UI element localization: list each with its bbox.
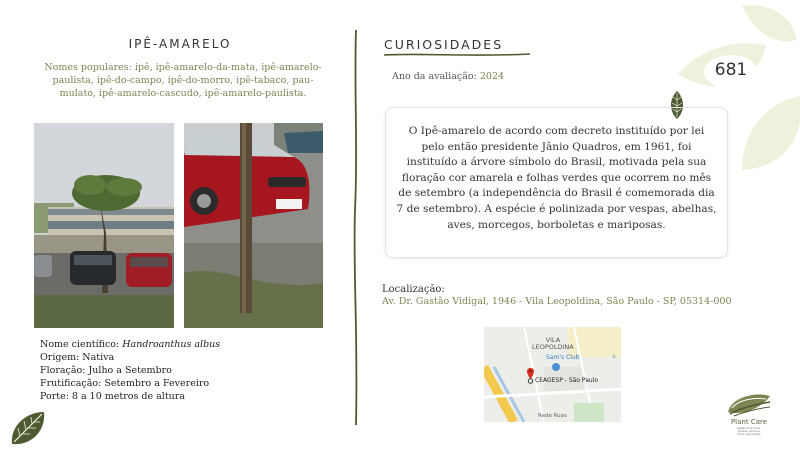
location-label: Localização: <box>382 284 445 295</box>
species-facts <box>40 338 220 403</box>
map-edge-letter: a <box>612 353 616 360</box>
popular-names: Nomes populares: ipê, ipê-amarelo-da-mata, ipê-amarelo-paulista, ipê-do-campo, ipê-do-morro, ipê-tabaco, pau-mulato, ipê-amarelo-cascudo, ipê-amarelo-paulista. <box>44 62 322 99</box>
map-place-ceagesp: CEAGESP - São Paulo <box>535 377 599 384</box>
curiosities-text: O Ipê-amarelo de acordo com decreto instituído por lei pelo então presidente Jânio Quadros, em 1961, foi instituído a árvore símbolo do Brasil, motivada pela sua floração cor amarela e folhas verdes que ocorrem no mês de setembro (a independência do Brasil é comemorada dia 7 de setembro). A espécie é polinizada por vespas, abelhas, aves, morcegos, borboletas e mariposas. <box>385 107 728 258</box>
fact-origin: Origem: Nativa <box>40 352 115 363</box>
scientific-name: Handroanthus albus <box>122 339 221 350</box>
species-title: IPÊ-AMARELO <box>128 37 232 51</box>
plant-care-logo <box>724 390 774 420</box>
fact-flowering: Floração: Julho a Setembro <box>40 365 172 376</box>
scientific-label: Nome científico: <box>40 339 120 350</box>
brand-tagline <box>716 427 782 436</box>
tagline-line2: plantas, jardins e <box>737 430 761 433</box>
leaf-icon <box>8 408 48 448</box>
column-divider <box>350 30 362 425</box>
brand-name: Plant Care <box>730 418 768 426</box>
title-underline <box>382 50 532 60</box>
leaf-shape <box>742 96 800 170</box>
tagline-line1: gestão de árvores, <box>736 427 762 430</box>
tagline-line3: áreas degradadas <box>737 433 761 436</box>
curiosities-title: CURIOSIDADES <box>384 37 504 52</box>
map-place-sams: Sam's Club <box>546 354 580 361</box>
tree-number: 681 <box>714 60 748 80</box>
evaluation-year-line <box>392 71 504 82</box>
evaluation-label: Ano da avaliação: <box>392 71 477 82</box>
map-place-rede: Rede Ruas <box>538 413 567 419</box>
map-district-label <box>532 337 574 351</box>
tree-photo-car <box>184 123 323 328</box>
location-map[interactable] <box>484 327 621 422</box>
fact-size: Porte: 8 a 10 metros de altura <box>40 391 185 402</box>
leaf-shape <box>742 5 796 41</box>
map-district-line2: LEOPOLDINA <box>532 343 574 351</box>
evaluation-year: 2024 <box>479 71 505 82</box>
tree-photo-building <box>34 123 174 328</box>
fact-fruiting: Frutificação: Setembro a Fevereiro <box>40 378 210 389</box>
map-district-line1: VILA <box>545 336 561 344</box>
fact-scientific-name <box>40 338 220 351</box>
location-address: Av. Dr. Gastão Vidigal, 1946 - Vila Leopoldina, São Paulo - SP, 05314-000 <box>382 296 732 307</box>
